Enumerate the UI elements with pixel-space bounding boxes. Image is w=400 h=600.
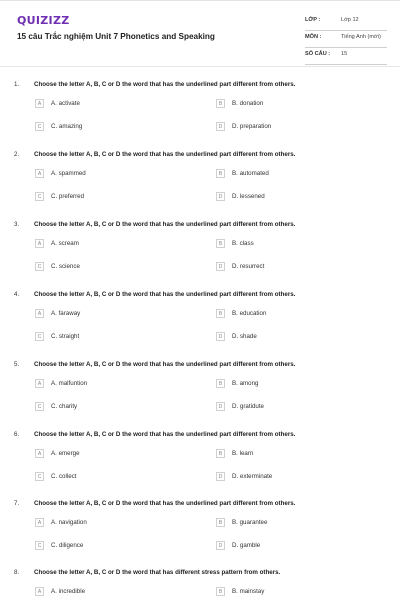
option-label: D. resurrect (232, 263, 265, 270)
question-8 (0, 569, 400, 600)
option-box[interactable]: A (35, 169, 44, 178)
option-box[interactable]: A (35, 379, 44, 388)
option-label: A. navigation (51, 519, 87, 526)
option-label: D. shade (232, 333, 257, 340)
option-box[interactable]: A (35, 518, 44, 527)
question-7 (0, 500, 400, 560)
option-label: D. gratidute (232, 403, 264, 410)
question-text: Choose the letter A, B, C or D the word that has the underlined part different from others. (34, 431, 296, 438)
option-label: C. charity (51, 403, 78, 410)
question-3 (0, 221, 400, 281)
option-box[interactable]: C (35, 262, 44, 271)
meta-key: SỐ CÂU : (305, 51, 331, 57)
option-box[interactable]: A (35, 449, 44, 458)
option-label: A. spammed (51, 170, 86, 177)
header-divider (0, 66, 400, 67)
option-label: D. exterminate (232, 473, 273, 480)
option-box[interactable]: C (35, 122, 44, 131)
question-text: Choose the letter A, B, C or D the word that has the underlined part different from others. (34, 500, 296, 507)
meta-key: LỚP : (305, 17, 321, 23)
meta-panel (305, 14, 387, 65)
question-5 (0, 361, 400, 421)
option-box[interactable]: B (216, 587, 225, 596)
option-label: A. malfuntion (51, 380, 88, 387)
option-label: B. donation (232, 100, 264, 107)
question-6 (0, 431, 400, 491)
option-box[interactable]: D (216, 332, 225, 341)
option-label: D. lessened (232, 193, 265, 200)
option-box[interactable]: C (35, 332, 44, 341)
option-box[interactable]: A (35, 239, 44, 248)
meta-value: Lớp 12 (341, 17, 359, 23)
question-number: 3. (14, 221, 20, 228)
question-number: 2. (14, 151, 20, 158)
option-label: A. activate (51, 100, 80, 107)
meta-row-count (305, 48, 387, 65)
option-label: B. mainstay (232, 588, 265, 595)
option-box[interactable]: C (35, 192, 44, 201)
option-box[interactable]: B (216, 309, 225, 318)
option-box[interactable]: C (35, 472, 44, 481)
question-2 (0, 151, 400, 211)
question-text: Choose the letter A, B, C or D the word that has different stress pattern from others. (34, 569, 281, 576)
option-label: C. amazing (51, 123, 83, 130)
option-box[interactable]: D (216, 472, 225, 481)
brand-logo: QUIZIZZ (17, 14, 70, 27)
option-box[interactable]: B (216, 379, 225, 388)
option-label: B. guarantee (232, 519, 268, 526)
question-4 (0, 291, 400, 351)
question-1 (0, 81, 400, 141)
question-number: 8. (14, 569, 20, 576)
question-number: 5. (14, 361, 20, 368)
question-number: 4. (14, 291, 20, 298)
meta-key: MÔN : (305, 34, 322, 40)
option-label: C. science (51, 263, 80, 270)
question-text: Choose the letter A, B, C or D the word that has the underlined part different from others. (34, 291, 296, 298)
option-label: C. straight (51, 333, 80, 340)
question-text: Choose the letter A, B, C or D the word that has the underlined part different from others. (34, 221, 296, 228)
option-box[interactable]: B (216, 99, 225, 108)
question-text: Choose the letter A, B, C or D the word that has the underlined part different from others. (34, 151, 296, 158)
meta-value: 15 (341, 51, 348, 57)
option-label: B. automated (232, 170, 269, 177)
option-box[interactable]: D (216, 541, 225, 550)
option-label: A. incredible (51, 588, 86, 595)
option-label: D. preparation (232, 123, 272, 130)
option-label: B. class (232, 240, 254, 247)
option-label: C. preferred (51, 193, 85, 200)
option-box[interactable]: B (216, 449, 225, 458)
option-box[interactable]: D (216, 122, 225, 131)
top-border (0, 0, 400, 1)
question-number: 6. (14, 431, 20, 438)
meta-value: Tiếng Anh (mới) (341, 34, 381, 40)
option-label: B. among (232, 380, 259, 387)
question-number: 1. (14, 81, 20, 88)
option-label: D. gamble (232, 542, 261, 549)
question-text: Choose the letter A, B, C or D the word that has the underlined part different from others. (34, 361, 296, 368)
option-label: B. education (232, 310, 267, 317)
option-label: C. diligence (51, 542, 84, 549)
option-box[interactable]: A (35, 309, 44, 318)
question-text: Choose the letter A, B, C or D the word that has the underlined part different from others. (34, 81, 296, 88)
option-box[interactable]: A (35, 587, 44, 596)
option-label: A. scream (51, 240, 79, 247)
option-label: A. faraway (51, 310, 81, 317)
question-number: 7. (14, 500, 20, 507)
option-box[interactable]: C (35, 402, 44, 411)
option-box[interactable]: B (216, 518, 225, 527)
option-box[interactable]: C (35, 541, 44, 550)
option-label: C. collect (51, 473, 77, 480)
option-box[interactable]: B (216, 169, 225, 178)
option-label: B. learn (232, 450, 254, 457)
option-box[interactable]: D (216, 262, 225, 271)
meta-row-class (305, 14, 387, 31)
meta-row-subject (305, 31, 387, 48)
option-label: A. emerge (51, 450, 80, 457)
option-box[interactable]: A (35, 99, 44, 108)
option-box[interactable]: D (216, 402, 225, 411)
page-title: 15 câu Trắc nghiệm Unit 7 Phonetics and Speaking (17, 32, 215, 41)
option-box[interactable]: D (216, 192, 225, 201)
option-box[interactable]: B (216, 239, 225, 248)
